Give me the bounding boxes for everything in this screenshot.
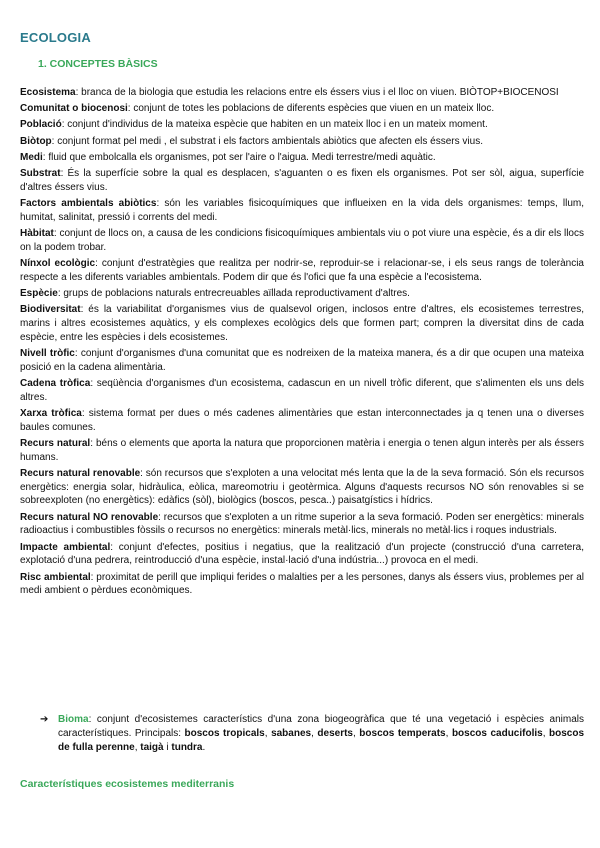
- definition-term: Impacte ambiental: [20, 541, 111, 553]
- definition-term: Xarxa tròfica: [20, 407, 82, 419]
- definition-text: : branca de la biologia que estudia les relacions entre els éssers vius i el lloc on viuen. BIÒTOP+BIOCENOSI: [75, 87, 559, 98]
- bioma-example: boscos caducifolis: [451, 727, 543, 739]
- definition-text: : sistema format per dues o més cadenes alimentàries que estan interconnectades ja q tenen una o diverses baules comunes.: [20, 407, 584, 433]
- bioma-separator: i: [163, 741, 172, 753]
- definition-item: [20, 437, 584, 465]
- definition-item: [20, 257, 584, 285]
- definition-text: : grups de poblacions naturals entrecreuables aïllada reproductivament d'altres.: [57, 287, 410, 299]
- definition-text: : és la variabilitat d'organismes vius de qualsevol origen, inclosos entre d'altres, els ecosistemes terrestres, marins i altres ecosistemes aquàtics, y els complexes ecològics dels que formen part; compren la diversitat dins de cada espècie, entre les espècies i dels ecosistemes.: [20, 304, 584, 343]
- definition-term: Factors ambientals abiòtics: [20, 197, 157, 209]
- definition-term: Recurs natural renovable: [20, 467, 141, 479]
- bioma-example: tundra: [171, 741, 203, 753]
- definition-item: [20, 135, 584, 149]
- bioma-separator: ,: [311, 727, 318, 739]
- bioma-example: boscos tropicals: [184, 727, 265, 739]
- definition-term: Cadena tròfica: [20, 377, 91, 389]
- definition-term: Biodiversitat: [20, 304, 81, 316]
- definition-text: : conjunt format pel medi , el substrat i els factors ambientals abiòtics que afecten els éssers vius.: [51, 135, 483, 147]
- definition-text: : seqüència d'organismes d'un ecosistema, cadascun en un nivell tròfic diferent, que s'alimenten els uns dels altres.: [20, 377, 584, 403]
- definition-item: [20, 118, 584, 132]
- definition-text: : recursos que s'exploten a un ritme superior a la seva formació. Poden ser energètics: minerals radioactius i combustibles fòssils o recursos no energètics: minerals metàl·lics, minerals no metàl·lics i roques industrials.: [20, 511, 584, 537]
- definition-term: Recurs natural NO renovable: [20, 511, 159, 523]
- definition-text: : És la superfície sobre la qual es desplacen, s'aguanten o es fixen els organismes. Pot ser sòl, aigua, superfície d'altres éssers vius.: [20, 167, 584, 193]
- definition-text: : proximitat de perill que impliqui ferides o malalties per a les persones, danys als éssers vius, problemes per al medi ambient o pèrdues econòmiques.: [20, 571, 584, 597]
- definition-item: [20, 287, 584, 301]
- bioma-example: taigà: [140, 741, 164, 753]
- bioma-text: [58, 713, 584, 754]
- definition-item: [20, 86, 584, 100]
- definition-term: Risc ambiental: [20, 571, 91, 583]
- definition-item: [20, 167, 584, 195]
- bioma-separator: ,: [445, 727, 452, 739]
- definition-item: [20, 102, 584, 116]
- bioma-term: Bioma: [58, 714, 89, 725]
- definition-item: [20, 151, 584, 165]
- bioma-description: : conjunt d'ecosistemes característics d'una zona biogeogràfica que té una vegetació i espècies animals característiques. Principals:: [58, 714, 584, 739]
- subsection-heading: Característiques ecosistemes mediterranis: [20, 778, 235, 790]
- definition-item: [20, 303, 584, 344]
- definition-text: : conjunt de llocs on, a causa de les condicions fisicoquímiques ambientals viu o pot viure una espècie, és a dir els llocs on la podem trobar.: [20, 227, 584, 253]
- bioma-bullet: [40, 713, 584, 754]
- definition-item: [20, 467, 584, 508]
- bioma-example: sabanes: [271, 727, 312, 739]
- bioma-separator: ,: [134, 741, 141, 753]
- definition-text: : conjunt d'organismes d'una comunitat que es nodreixen de la mateixa manera, és a dir que ocupen una mateixa posició en la cadena alimentària.: [20, 347, 584, 373]
- definition-item: [20, 197, 584, 225]
- definition-term: Biòtop: [20, 135, 52, 147]
- bioma-example: boscos de fulla perenne: [58, 727, 585, 753]
- definition-text: : són les variables fisicoquímiques que influeixen en la vida dels organismes: temps, llum, humitat, salinitat, pressió i corrents del medi.: [20, 197, 584, 223]
- definition-item: [20, 571, 584, 599]
- definition-term: Comunitat o biocenosi: [20, 103, 128, 115]
- definition-term: Medi: [20, 151, 43, 163]
- definition-item: [20, 511, 584, 539]
- definition-term: Recurs natural: [20, 437, 91, 449]
- bioma-separator: .: [202, 741, 206, 753]
- definition-text: : conjunt d'estratègies que realitza per nodrir-se, reproduir-se i relacionar-se, i els seus rangs de tolerància respecte a les diferents variables ambientals. Podem dir que és l'ofici que fa una espècie a l'ecosistema.: [20, 257, 584, 283]
- bioma-separator: ,: [542, 727, 550, 739]
- definition-text: : conjunt d'individus de la mateixa espècie que habiten en un mateix lloc i en un mateix moment.: [61, 119, 488, 131]
- definition-term: Població: [20, 119, 62, 131]
- definition-term: Espècie: [20, 287, 58, 299]
- definition-text: : són recursos que s'exploten a una velocitat més lenta que la de la seva formació. Són els recursos energètics: energia solar, hidràulica, eòlica, mareomotriu i geotèrmica. Alguns d'aquests recursos NO són renovables si se sobreexploten (no energètics): edàfics (sòl), biològics (boscos, pesca..) paisatgístics i hídrics.: [20, 467, 584, 507]
- definition-text: : conjunt d'efectes, positius i negatius, que la realització d'un projecte (construcció d'una carretera, explotació d'una pedrera, reintroducció d'una espècie, instal·lació d'una indústria...) provoca en el medi.: [20, 541, 584, 567]
- section-heading: 1. CONCEPTES BÀSICS: [38, 58, 158, 70]
- definition-text: : béns o elements que aporta la natura que proporcionen matèria i energia o tenen algun interès per als éssers humans.: [20, 437, 584, 463]
- definition-text: : fluid que embolcalla els organismes, pot ser l'aire o l'aigua. Medi terrestre/medi aquàtic.: [42, 151, 436, 163]
- definition-item: [20, 347, 584, 375]
- definition-term: Hàbitat: [20, 227, 54, 239]
- page-title: ECOLOGIA: [20, 30, 91, 45]
- definition-item: [20, 377, 584, 405]
- bioma-example: boscos temperats: [359, 727, 446, 739]
- bioma-separator: ,: [264, 727, 272, 739]
- definition-item: [20, 407, 584, 435]
- definition-term: Ecosistema: [20, 87, 76, 98]
- arrow-icon: ➔: [40, 714, 49, 725]
- definition-term: Nínxol ecològic: [20, 257, 96, 269]
- bioma-separator: ,: [352, 727, 360, 739]
- definition-text: : conjunt de totes les poblacions de diferents espècies que viuen en un mateix lloc.: [127, 103, 495, 115]
- definition-item: [20, 541, 584, 569]
- definition-item: [20, 227, 584, 255]
- definition-term: Nivell tròfic: [20, 347, 75, 359]
- bioma-example: deserts: [317, 727, 353, 739]
- definitions-list: [20, 86, 584, 601]
- definition-term: Substrat: [20, 167, 61, 179]
